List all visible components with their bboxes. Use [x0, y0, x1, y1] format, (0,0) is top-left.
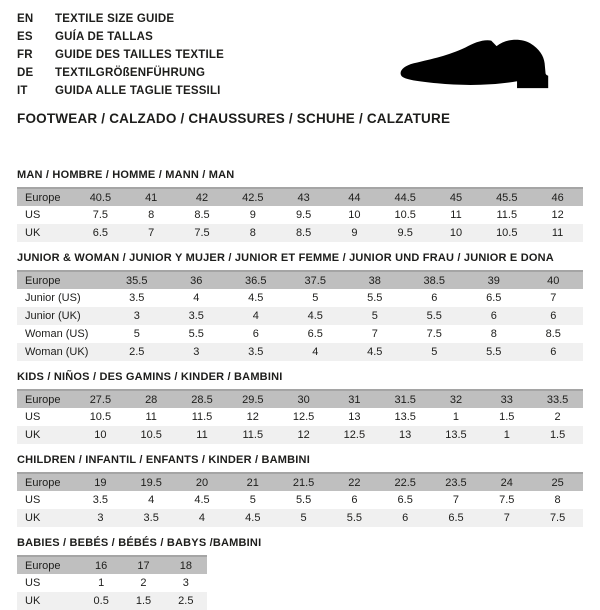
size-cell: 8.5 — [295, 227, 312, 239]
size-cell: 2.5 — [178, 595, 194, 607]
size-cell: 7 — [503, 512, 510, 524]
row-label: US — [25, 577, 41, 589]
section-kids — [17, 371, 583, 444]
size-cell: 7.5 — [92, 209, 109, 221]
size-cell: 19.5 — [140, 476, 162, 489]
size-cell: 36.5 — [245, 274, 267, 287]
size-cell: 13.5 — [445, 429, 467, 441]
size-cell: 5.5 — [426, 310, 442, 322]
table-row — [17, 206, 583, 224]
size-cell: 4 — [252, 310, 259, 322]
size-cell: 9 — [249, 209, 256, 221]
size-cell: 42.5 — [242, 191, 264, 204]
size-cell: 4 — [198, 512, 206, 524]
size-cell: 28.5 — [191, 393, 213, 406]
size-cell: 19 — [94, 476, 107, 489]
size-cell: 7 — [148, 227, 155, 239]
row-label: Europe — [25, 393, 61, 406]
language-code: FR — [17, 49, 33, 61]
size-cell: 5 — [312, 292, 319, 304]
size-table-kids — [17, 389, 583, 444]
size-cell: 40 — [547, 274, 560, 287]
size-cell: 24 — [500, 476, 513, 489]
size-cell: 6.5 — [92, 227, 109, 239]
size-cell: 8 — [249, 227, 256, 239]
size-cell: 10.5 — [140, 429, 162, 441]
size-cell: 6.5 — [397, 494, 413, 506]
table-row — [17, 343, 583, 361]
size-cell: 5.5 — [346, 512, 363, 524]
size-cell: 4.5 — [307, 310, 323, 322]
table-row — [17, 574, 207, 592]
row-label: Junior (US) — [25, 292, 81, 304]
size-cell: 6 — [550, 310, 557, 322]
row-label: Europe — [25, 559, 61, 572]
size-cell: 44.5 — [394, 191, 416, 204]
row-label: Junior (UK) — [25, 310, 81, 322]
size-table-man — [17, 187, 583, 242]
size-cell: 40.5 — [89, 191, 112, 204]
size-cell: 3.5 — [129, 292, 145, 304]
size-cell: 11.5 — [496, 209, 518, 221]
section-title-man: MAN / HOMBRE / HOMME / MANN / MAN — [17, 169, 235, 181]
language-code: IT — [17, 85, 28, 97]
size-cell: 10 — [348, 209, 361, 221]
size-cell: 6 — [550, 346, 557, 358]
size-cell: 9 — [351, 227, 358, 239]
dress-shoe-icon — [396, 33, 574, 95]
size-cell: 3.5 — [248, 346, 264, 358]
size-cell: 0.5 — [93, 595, 109, 607]
size-cell: 38.5 — [423, 274, 445, 287]
table-row — [17, 408, 583, 426]
size-cell: 12 — [297, 429, 310, 441]
language-row — [17, 10, 583, 28]
language-code: DE — [17, 67, 34, 79]
size-cell: 30 — [297, 393, 310, 406]
size-cell: 10.5 — [394, 209, 416, 221]
size-cell: 11 — [196, 429, 208, 441]
size-cell: 4 — [312, 346, 319, 358]
size-cell: 44 — [348, 191, 361, 204]
size-cell: 5.5 — [486, 346, 502, 358]
size-cell: 37.5 — [304, 274, 326, 287]
size-cell: 5.5 — [188, 328, 204, 340]
row-label: UK — [25, 429, 41, 441]
size-cell: 2.5 — [129, 346, 145, 358]
size-cell: 2 — [140, 577, 147, 589]
language-label: GUIDA ALLE TAGLIE TESSILI — [55, 85, 221, 97]
language-code: ES — [17, 31, 33, 43]
size-cell: 13 — [399, 429, 412, 441]
size-cell: 4.5 — [245, 512, 261, 524]
size-cell: 11.5 — [242, 429, 264, 441]
size-cell: 7 — [452, 494, 460, 506]
size-cell: 6.5 — [307, 328, 323, 340]
size-cell: 43 — [297, 191, 310, 204]
size-cell: 11.5 — [191, 411, 213, 423]
language-label: GUIDE DES TAILLES TEXTILE — [55, 49, 224, 61]
size-cell: 7 — [371, 328, 378, 340]
size-cell: 10 — [449, 227, 463, 239]
size-cell: 4.5 — [367, 346, 383, 358]
size-cell: 8.5 — [545, 328, 561, 340]
size-cell: 6 — [431, 292, 438, 304]
language-code: EN — [17, 13, 34, 25]
table-row — [17, 473, 583, 491]
size-cell: 42 — [195, 191, 209, 204]
size-cell: 31 — [348, 393, 361, 406]
size-cell: 7.5 — [549, 512, 566, 524]
size-cell: 23.5 — [445, 476, 467, 489]
size-cell: 3 — [133, 310, 140, 322]
section-babies — [17, 537, 583, 610]
table-row — [17, 509, 583, 527]
row-label: US — [25, 209, 41, 221]
table-row — [17, 390, 583, 408]
size-table-junior-woman — [17, 270, 583, 361]
size-cell: 6 — [351, 494, 358, 506]
size-cell: 5.5 — [295, 494, 312, 506]
table-row — [17, 289, 583, 307]
size-cell: 5 — [431, 346, 438, 358]
size-cell: 3 — [97, 512, 104, 524]
row-label: UK — [25, 512, 41, 524]
size-cell: 11 — [551, 227, 564, 239]
size-cell: 29.5 — [242, 393, 264, 406]
size-cell: 28 — [145, 393, 158, 406]
row-label: UK — [25, 595, 41, 607]
size-cell: 8 — [554, 494, 561, 506]
size-cell: 31.5 — [394, 393, 416, 406]
section-title-kids: KIDS / NIÑOS / DES GAMINS / KINDER / BAMBINI — [17, 371, 283, 383]
size-table-children — [17, 472, 583, 527]
language-label: GUÍA DE TALLAS — [55, 31, 153, 43]
size-cell: 7.5 — [426, 328, 442, 340]
size-cell: 11 — [145, 411, 157, 423]
table-row — [17, 491, 583, 509]
size-cell: 35.5 — [126, 274, 148, 287]
size-cell: 39 — [487, 274, 500, 287]
size-cell: 4.5 — [194, 494, 210, 506]
size-cell: 3.5 — [92, 494, 109, 506]
section-title-children: CHILDREN / INFANTIL / ENFANTS / KINDER / BAMBINI — [17, 454, 310, 466]
table-row — [17, 224, 583, 242]
row-label: Europe — [25, 476, 61, 489]
row-label: Europe — [25, 274, 61, 287]
size-cell: 7.5 — [194, 227, 210, 239]
size-cell: 32 — [449, 393, 463, 406]
size-cell: 6 — [402, 512, 409, 524]
size-cell: 20 — [195, 476, 209, 489]
size-cell: 5 — [249, 494, 256, 506]
size-cell: 21 — [246, 476, 259, 489]
table-row — [17, 592, 207, 610]
size-cell: 46 — [551, 191, 564, 204]
size-cell: 4 — [148, 494, 155, 506]
size-cell: 6 — [252, 328, 259, 340]
size-cell: 1.5 — [499, 411, 515, 423]
size-cell: 5 — [300, 512, 307, 524]
size-cell: 17 — [137, 559, 150, 572]
size-cell: 1 — [452, 411, 460, 423]
size-cell: 12 — [246, 411, 259, 423]
table-row — [17, 188, 583, 206]
size-cell: 8 — [148, 209, 155, 221]
size-cell: 18 — [179, 559, 192, 572]
size-cell: 10.5 — [496, 227, 518, 239]
row-label: Europe — [25, 191, 61, 204]
size-cell: 5.5 — [367, 292, 383, 304]
row-label: UK — [25, 227, 41, 239]
size-cell: 38 — [368, 274, 381, 287]
size-cell: 3.5 — [143, 512, 159, 524]
row-label: Woman (UK) — [25, 346, 89, 358]
size-cell: 21.5 — [292, 476, 315, 489]
table-row — [17, 426, 583, 444]
table-row — [17, 556, 207, 574]
size-cell: 13.5 — [394, 411, 416, 423]
size-cell: 16 — [95, 559, 108, 572]
section-junior-woman — [17, 252, 583, 361]
size-cell: 1.5 — [549, 429, 566, 441]
size-cell: 4 — [193, 292, 200, 304]
size-cell: 3 — [193, 346, 200, 358]
size-cell: 45.5 — [496, 191, 518, 204]
size-cell: 6.5 — [448, 512, 464, 524]
size-cell: 13 — [348, 411, 361, 423]
size-cell: 41 — [145, 191, 158, 204]
section-man — [17, 169, 583, 242]
size-cell: 9.5 — [397, 227, 413, 239]
size-cell: 10 — [94, 429, 107, 441]
size-cell: 8 — [490, 328, 497, 340]
size-cell: 6 — [490, 310, 497, 322]
size-cell: 9.5 — [295, 209, 312, 221]
size-cell: 33 — [500, 393, 513, 406]
size-cell: 2 — [554, 411, 561, 423]
size-cell: 1.5 — [135, 595, 152, 607]
language-label: TEXTILGRÖßENFÜHRUNG — [55, 67, 206, 79]
size-table-babies — [17, 555, 207, 610]
row-label: US — [25, 494, 41, 506]
size-cell: 6.5 — [486, 292, 502, 304]
size-cell: 5 — [133, 328, 140, 340]
size-cell: 8.5 — [194, 209, 210, 221]
language-label: TEXTILE SIZE GUIDE — [55, 13, 175, 25]
size-cell: 25 — [551, 476, 564, 489]
size-cell: 5 — [371, 310, 378, 322]
size-cell: 1 — [98, 577, 105, 589]
category-title: FOOTWEAR / CALZADO / CHAUSSURES / SCHUHE / CALZATURE — [17, 111, 451, 126]
row-label: Woman (US) — [25, 328, 89, 340]
size-cell: 22.5 — [394, 476, 416, 489]
section-children — [17, 454, 583, 527]
size-cell: 12 — [551, 209, 564, 221]
size-cell: 11 — [450, 209, 462, 221]
size-cell: 10.5 — [89, 411, 112, 423]
section-title-junior-woman: JUNIOR & WOMAN / JUNIOR Y MUJER / JUNIOR ET FEMME / JUNIOR UND FRAU / JUNIOR E DONA — [17, 252, 554, 264]
size-cell: 4.5 — [248, 292, 264, 304]
size-cell: 7 — [550, 292, 557, 304]
table-row — [17, 325, 583, 343]
size-cell: 3.5 — [188, 310, 204, 322]
size-cell: 27.5 — [89, 393, 112, 406]
section-title-babies: BABIES / BEBÉS / BÉBÉS / BABYS /BAMBINI — [17, 537, 262, 549]
size-cell: 45 — [449, 191, 463, 204]
size-cell: 12.5 — [343, 429, 366, 441]
size-cell: 3 — [182, 577, 189, 589]
size-cell: 33.5 — [546, 393, 569, 406]
size-cell: 36 — [190, 274, 203, 287]
size-cell: 22 — [348, 476, 361, 489]
row-label: US — [25, 411, 41, 423]
size-cell: 7.5 — [499, 494, 515, 506]
table-row — [17, 271, 583, 289]
size-cell: 1 — [503, 429, 510, 441]
size-cell: 12.5 — [292, 411, 315, 423]
table-row — [17, 307, 583, 325]
